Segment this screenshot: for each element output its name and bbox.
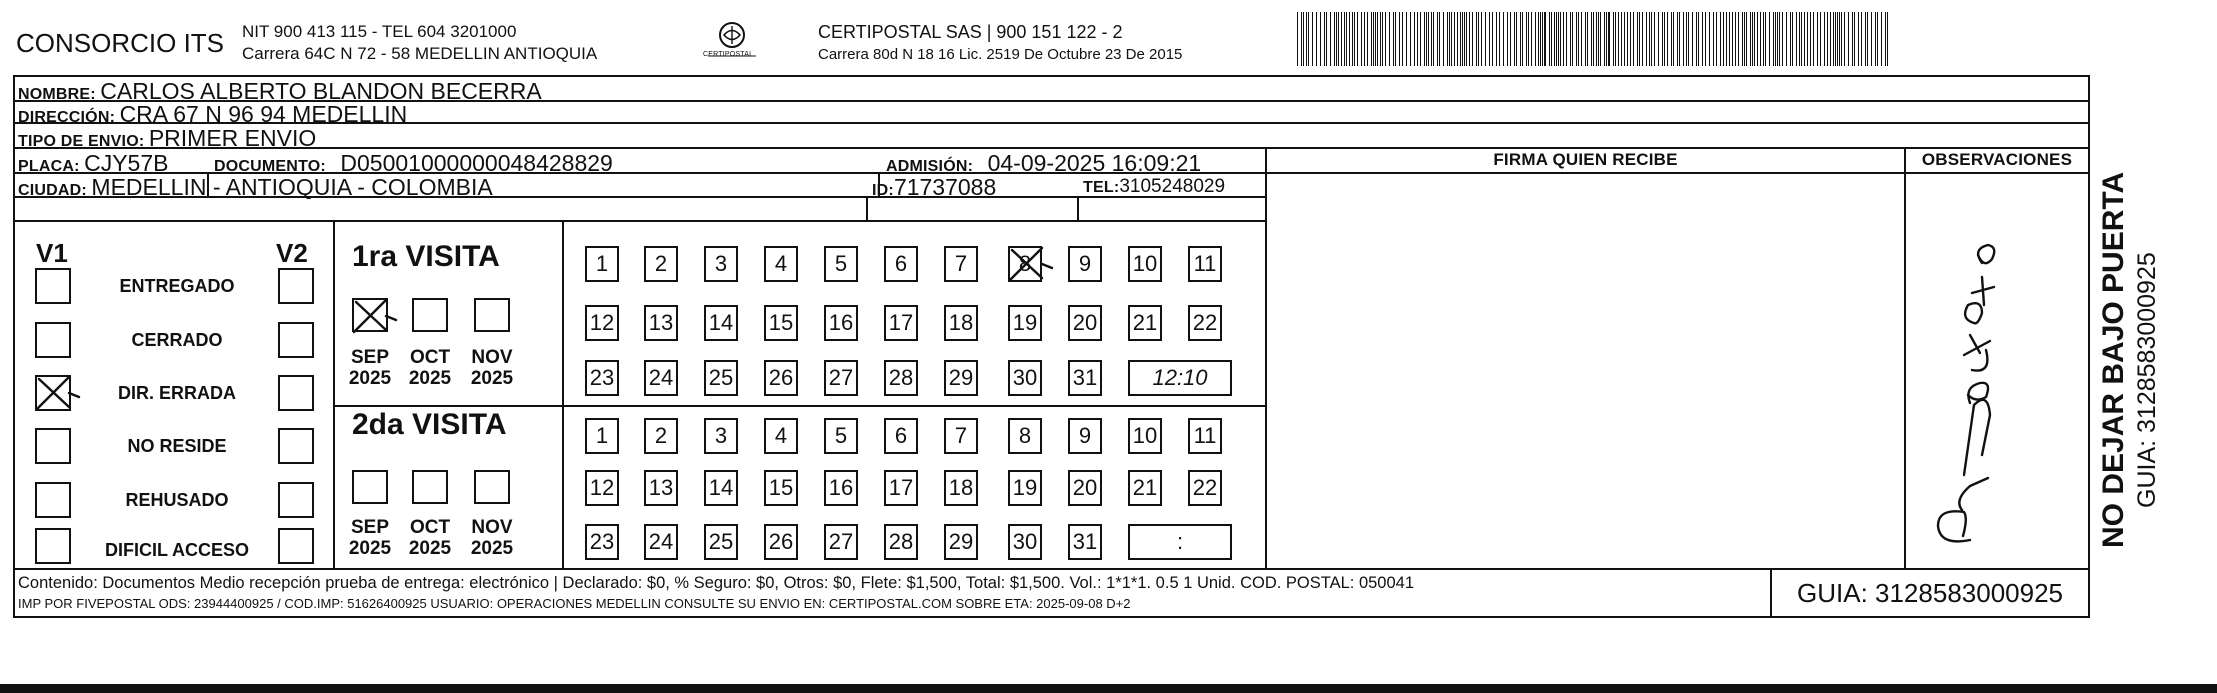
- first-visit-day-cell[interactable]: 27: [824, 360, 858, 396]
- second-visit-day-cell[interactable]: 12: [585, 470, 619, 506]
- documento-label: DOCUMENTO:: [214, 158, 326, 175]
- first-visit-day-cell[interactable]: 22: [1188, 305, 1222, 341]
- second-visit-day-cell[interactable]: 15: [764, 470, 798, 506]
- v2-checkbox[interactable]: [278, 482, 314, 518]
- tipo-label: TIPO DE ENVIO:: [18, 133, 145, 150]
- second-visit-month-checkbox[interactable]: [352, 470, 388, 504]
- direccion-label: DIRECCIÓN:: [18, 109, 116, 126]
- second-visit-month-checkbox[interactable]: [412, 470, 448, 504]
- first-visit-day-cell[interactable]: 16: [824, 305, 858, 341]
- direccion-row: [18, 101, 407, 128]
- first-visit-day-cell[interactable]: 25: [704, 360, 738, 396]
- first-visit-day-cell[interactable]: 18: [944, 305, 978, 341]
- month-label: SEP 2025: [348, 347, 392, 389]
- first-visit-day-cell[interactable]: 26: [764, 360, 798, 396]
- firma-header: FIRMA QUIEN RECIBE: [1493, 150, 1678, 169]
- footer-content-line: Contenido: Documentos Medio recepción prueba de entrega: electrónico | Declarado: $0, % Seguro: $0, Otros: $0, Flete: $1,500, Total: $1,500. Vol.: 1*1*1. 0.5 1 Unid. COD. POSTAL: 050041: [18, 574, 1415, 592]
- status-option-label: ENTREGADO: [119, 276, 235, 296]
- month-label: NOV 2025: [470, 517, 514, 559]
- ciudad-value: MEDELLIN - ANTIOQUIA - COLOMBIA: [91, 174, 493, 200]
- company-address: Carrera 64C N 72 - 58 MEDELLIN ANTIOQUIA: [242, 44, 598, 63]
- first-visit-day-cell[interactable]: 23: [585, 360, 619, 396]
- logo-text: CERTIPOSTAL: [703, 51, 754, 58]
- handwritten-observation: [1900, 205, 2020, 560]
- first-visit-day-cell[interactable]: 21: [1128, 305, 1162, 341]
- id-label: ID:: [872, 182, 894, 199]
- status-option-label: REHUSADO: [125, 490, 229, 510]
- second-visit-day-cell[interactable]: 6: [884, 418, 918, 454]
- v1-label: V1: [36, 238, 68, 268]
- second-visit-day-cell[interactable]: 19: [1008, 470, 1042, 506]
- tel-value: 3105248029: [1119, 176, 1226, 197]
- admision-label: ADMISIÓN:: [886, 158, 974, 175]
- first-visit-day-cell[interactable]: 11: [1188, 246, 1222, 282]
- carrier-name: CERTIPOSTAL SAS | 900 151 122 - 2: [818, 22, 1123, 42]
- first-visit-day-cell[interactable]: 9: [1068, 246, 1102, 282]
- v1-checkbox[interactable]: [35, 322, 71, 358]
- second-visit-day-cell[interactable]: 29: [944, 524, 978, 560]
- ciudad-cell: [18, 174, 493, 201]
- first-visit-month-checkbox[interactable]: [474, 298, 510, 332]
- second-visit-day-cell[interactable]: 30: [1008, 524, 1042, 560]
- footer-imp-line: IMP POR FIVEPOSTAL ODS: 23944400925 / COD.IMP: 51626400925 USUARIO: OPERACIONES MEDELLIN CONSULTE SU ENVIO EN: CERTIPOSTAL.COM SOBRE ETA: 2025-09-08 D+2: [18, 596, 1131, 611]
- barcode: [1297, 12, 1889, 66]
- second-visit-month-checkbox[interactable]: [474, 470, 510, 504]
- v2-label: V2: [276, 238, 308, 268]
- first-visit-title: 1ra VISITA: [352, 240, 500, 273]
- first-visit-month-checkbox[interactable]: [352, 298, 388, 332]
- documento-cell: [214, 150, 613, 177]
- second-visit-day-cell[interactable]: 17: [884, 470, 918, 506]
- company-name: CONSORCIO ITS: [16, 28, 225, 58]
- status-option-label: DIFICIL ACCESO: [104, 540, 249, 560]
- company-nit: NIT 900 413 115 - TEL 604 3201000: [242, 22, 517, 41]
- month-label: NOV 2025: [470, 347, 514, 389]
- second-visit-day-cell[interactable]: 3: [704, 418, 738, 454]
- status-option-label: NO RESIDE: [127, 436, 227, 456]
- first-visit-day-cell[interactable]: 6: [884, 246, 918, 282]
- nombre-value: CARLOS ALBERTO BLANDON BECERRA: [100, 78, 542, 104]
- second-visit-day-cell[interactable]: 13: [644, 470, 678, 506]
- second-visit-day-cell[interactable]: 31: [1068, 524, 1102, 560]
- tipo-row: [18, 125, 316, 152]
- first-visit-day-cell[interactable]: 28: [884, 360, 918, 396]
- second-visit-day-cell[interactable]: 1: [585, 418, 619, 454]
- observaciones-header: OBSERVACIONES: [1921, 150, 2073, 169]
- first-visit-day-cell[interactable]: 17: [884, 305, 918, 341]
- second-visit-day-cell[interactable]: 8: [1008, 418, 1042, 454]
- first-visit-day-cell[interactable]: 24: [644, 360, 678, 396]
- second-visit-day-cell[interactable]: 10: [1128, 418, 1162, 454]
- second-visit-day-cell[interactable]: 11: [1188, 418, 1222, 454]
- first-visit-day-cell[interactable]: 8: [1008, 246, 1042, 282]
- no-dejar-bajo-puerta: NO DEJAR BAJO PUERTA: [2097, 171, 2130, 548]
- v2-checkbox[interactable]: [278, 268, 314, 304]
- second-visit-day-cell[interactable]: 28: [884, 524, 918, 560]
- tel-label: TEL:: [1083, 179, 1120, 196]
- v1-checkbox[interactable]: [35, 268, 71, 304]
- first-visit-month-checkbox[interactable]: [412, 298, 448, 332]
- tel-cell: [1083, 176, 1225, 198]
- first-visit-day-cell[interactable]: 29: [944, 360, 978, 396]
- second-visit-day-cell[interactable]: 14: [704, 470, 738, 506]
- first-visit-day-cell[interactable]: 12: [585, 305, 619, 341]
- first-visit-day-cell[interactable]: 14: [704, 305, 738, 341]
- status-option-label: CERRADO: [131, 330, 223, 350]
- v2-checkbox[interactable]: [278, 428, 314, 464]
- second-visit-day-cell[interactable]: 9: [1068, 418, 1102, 454]
- first-visit-day-cell[interactable]: 4: [764, 246, 798, 282]
- second-visit-time-field[interactable]: :: [1128, 524, 1232, 560]
- month-label: OCT 2025: [408, 517, 452, 559]
- v2-checkbox[interactable]: [278, 528, 314, 564]
- certipostal-logo: [700, 18, 764, 66]
- second-visit-title: 2da VISITA: [352, 408, 507, 441]
- second-visit-day-cell[interactable]: 2: [644, 418, 678, 454]
- id-cell: [872, 174, 996, 201]
- status-option-label: DIR. ERRADA: [117, 383, 236, 403]
- second-visit-day-cell[interactable]: 22: [1188, 470, 1222, 506]
- carrier-address: Carrera 80d N 18 16 Lic. 2519 De Octubre 23 De 2015: [818, 46, 1183, 63]
- second-visit-day-cell[interactable]: 16: [824, 470, 858, 506]
- second-visit-day-cell[interactable]: 5: [824, 418, 858, 454]
- month-label: SEP 2025: [348, 517, 392, 559]
- first-visit-day-cell[interactable]: 10: [1128, 246, 1162, 282]
- first-visit-day-cell[interactable]: 5: [824, 246, 858, 282]
- v2-checkbox[interactable]: [278, 322, 314, 358]
- second-visit-day-cell[interactable]: 21: [1128, 470, 1162, 506]
- first-visit-time-field[interactable]: 12:10: [1128, 360, 1232, 396]
- second-visit-day-cell[interactable]: 26: [764, 524, 798, 560]
- second-visit-day-cell[interactable]: 20: [1068, 470, 1102, 506]
- second-visit-day-cell[interactable]: 25: [704, 524, 738, 560]
- id-value: 71737088: [893, 174, 997, 200]
- second-visit-day-cell[interactable]: 24: [644, 524, 678, 560]
- nombre-label: NOMBRE:: [18, 86, 96, 103]
- first-visit-day-cell[interactable]: 31: [1068, 360, 1102, 396]
- second-visit-day-cell[interactable]: 27: [824, 524, 858, 560]
- v1-checkbox[interactable]: [35, 428, 71, 464]
- admision-value: 04-09-2025 16:09:21: [987, 150, 1202, 176]
- v1-checkbox[interactable]: [35, 482, 71, 518]
- placa-label: PLACA:: [18, 158, 80, 175]
- v2-checkbox[interactable]: [278, 375, 314, 411]
- first-visit-day-cell[interactable]: 2: [644, 246, 678, 282]
- placa-value: CJY57B: [84, 150, 169, 176]
- first-visit-day-cell[interactable]: 15: [764, 305, 798, 341]
- first-visit-day-cell[interactable]: 3: [704, 246, 738, 282]
- first-visit-day-cell[interactable]: 7: [944, 246, 978, 282]
- v1-checkbox[interactable]: [35, 375, 71, 411]
- second-visit-day-cell[interactable]: 4: [764, 418, 798, 454]
- first-visit-day-cell[interactable]: 19: [1008, 305, 1042, 341]
- footer-guia: GUIA: 3128583000925: [1797, 578, 2063, 608]
- second-visit-day-cell[interactable]: 7: [944, 418, 978, 454]
- placa-cell: [18, 150, 168, 177]
- admision-cell: [886, 150, 1201, 177]
- documento-value: D05001000000048428829: [340, 150, 613, 176]
- first-visit-day-cell[interactable]: 1: [585, 246, 619, 282]
- month-label: OCT 2025: [408, 347, 452, 389]
- second-visit-day-cell[interactable]: 18: [944, 470, 978, 506]
- ciudad-label: CIUDAD:: [18, 182, 87, 199]
- v1-checkbox[interactable]: [35, 528, 71, 564]
- first-visit-day-cell[interactable]: 20: [1068, 305, 1102, 341]
- direccion-value: CRA 67 N 96 94 MEDELLIN: [119, 101, 408, 127]
- side-guia: GUIA: 3128583000925: [2133, 252, 2161, 508]
- first-visit-day-cell[interactable]: 13: [644, 305, 678, 341]
- tipo-value: PRIMER ENVIO: [148, 125, 317, 151]
- first-visit-day-cell[interactable]: 30: [1008, 360, 1042, 396]
- second-visit-day-cell[interactable]: 23: [585, 524, 619, 560]
